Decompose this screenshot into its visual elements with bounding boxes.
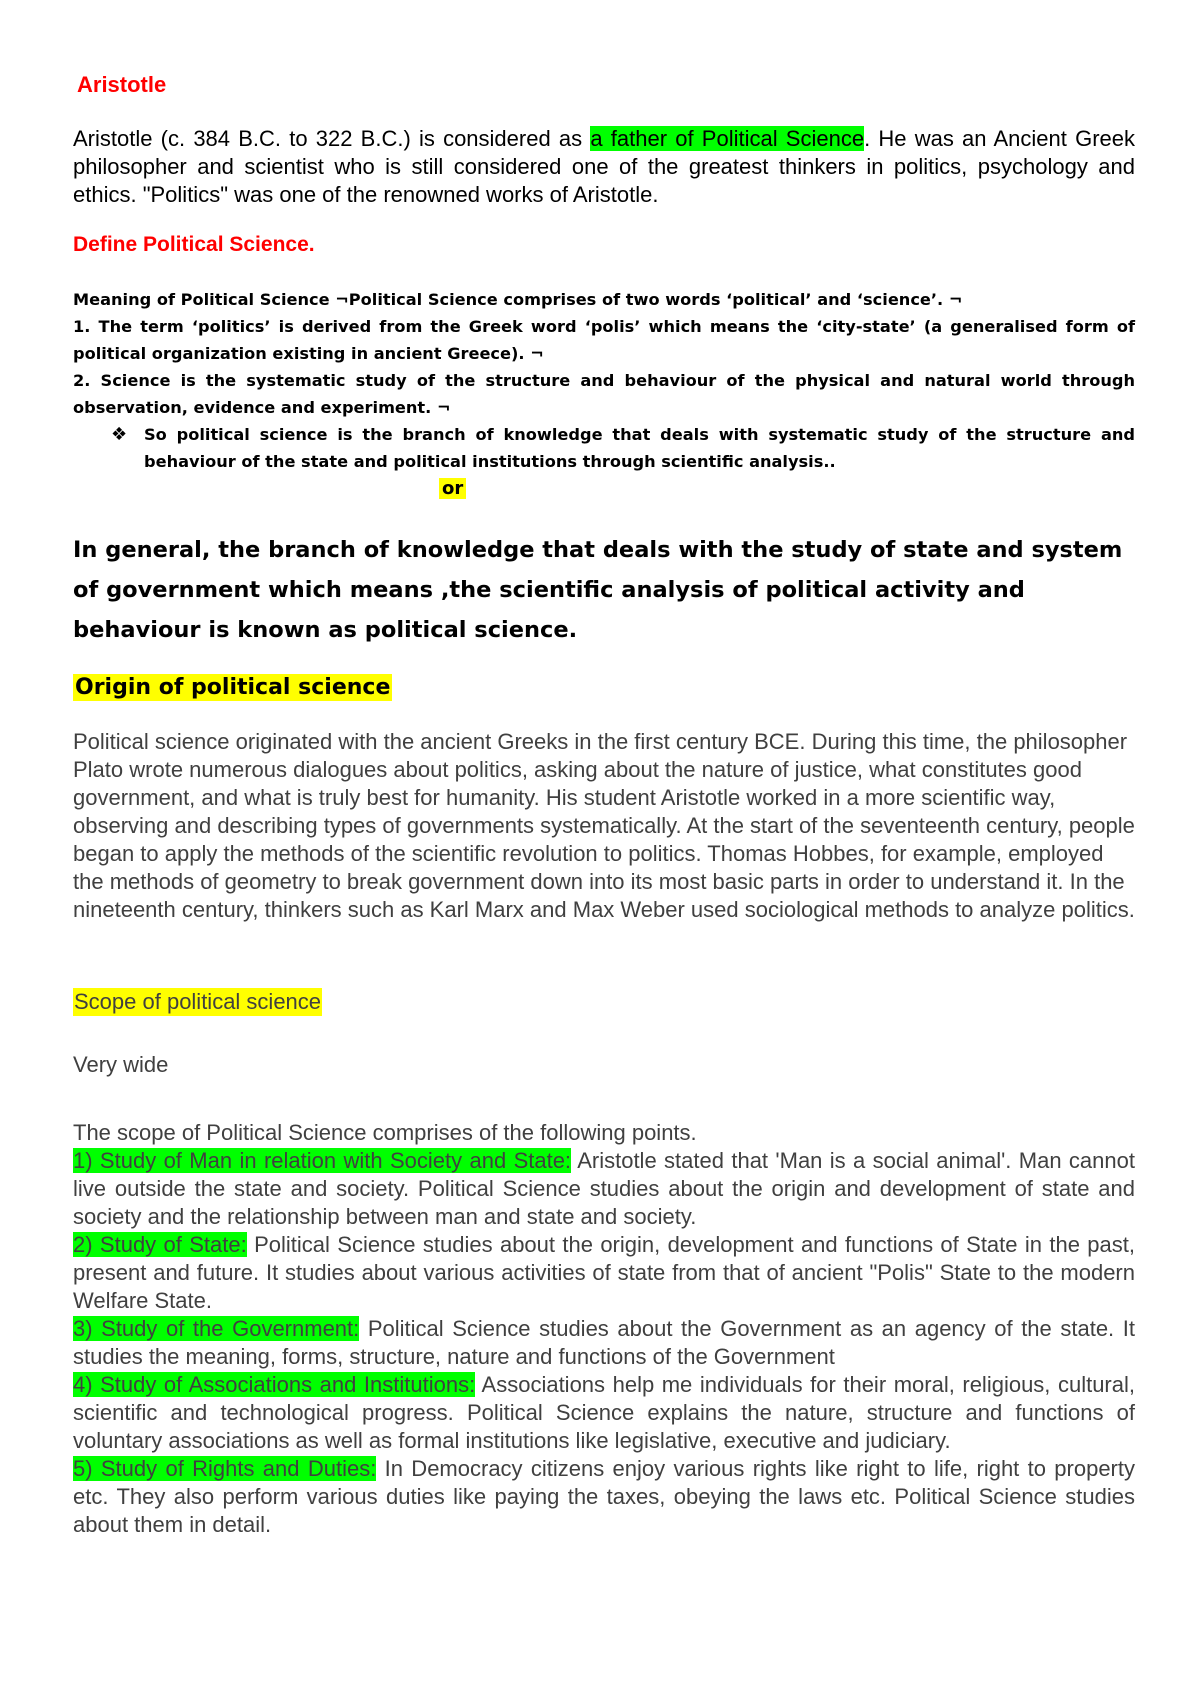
scope-intro: The scope of Political Science comprises of the following points. — [73, 1120, 697, 1145]
meaning-point-2: 2. Science is the systematic study of the structure and behaviour of the physical and natural world through observation, evidence and experiment. ¬ — [73, 371, 1135, 417]
meaning-point-1: 1. The term ‘politics’ is derived from the Greek word ‘polis’ which means the ‘city-state’ (a generalised form of political organization existing in ancient Greece). ¬ — [73, 317, 1135, 363]
intro-highlight: a father of Political Science — [590, 126, 865, 151]
diamond-bullet-icon: ❖ — [111, 424, 128, 445]
scope-item-text: Political Science studies about the Government as an agency of the state. It studies the meaning, forms, structure, nature and functions of the Government — [73, 1316, 1135, 1369]
page-title: Aristotle — [77, 72, 167, 97]
scope-heading: Scope of political science — [74, 989, 322, 1014]
scope-item-text: Political Science studies about the origin, development and functions of State in the past, present and future. It studies about various activities of state from that of ancient "Polis" State to the modern Welfare State. — [73, 1232, 1135, 1313]
scope-item-text: Aristotle stated that 'Man is a social animal'. Man cannot live outside the state and society. Political Science studies about the origin and development of state and society and the relationship between man and state and society. — [73, 1148, 1135, 1229]
origin-paragraph: Political science originated with the ancient Greeks in the first century BCE. During this time, the philosopher Plato wrote numerous dialogues about politics, asking about the nature of justice, what constitutes good government, and what is truly best for humanity. His student Aristotle worked in a more scientific way, observing and describing types of governments systematically. At the start of the seventeenth century, people began to apply the methods of the scientific revolution to politics. Thomas Hobbes, for example, employed the methods of geometry to break government down into its most basic parts in order to understand it. In the nineteenth century, thinkers such as Karl Marx and Max Weber used sociological methods to analyze politics. — [73, 729, 1135, 922]
scope-item-4 — [73, 1371, 1135, 1455]
scope-item-5 — [73, 1455, 1135, 1539]
scope-list — [73, 1147, 1135, 1539]
intro-text-before: Aristotle (c. 384 B.C. to 322 B.C.) is considered as — [73, 126, 591, 151]
general-definition: In general, the branch of knowledge that deals with the study of state and system of government which means ,the scientific analysis of political activity and behaviour is known as political science. — [73, 537, 1123, 643]
document-page — [73, 0, 1135, 1698]
meaning-block — [73, 286, 1135, 421]
define-heading: Define Political Science. — [73, 233, 315, 256]
meaning-line: Meaning of Political Science ¬Political Science comprises of two words ‘political’ and ‘science’. ¬ — [73, 290, 963, 309]
scope-item-2 — [73, 1231, 1135, 1315]
scope-item-label: 1) Study of Man in relation with Society and State: — [73, 1148, 572, 1173]
bullet-item — [111, 421, 1135, 475]
scope-item-1 — [73, 1147, 1135, 1231]
scope-item-text: Associations help me individuals for their moral, religious, cultural, scientific and technological progress. Political Science explains the nature, structure and functions of voluntary associations as well as formal institutions like legislative, executive and judiciary. — [73, 1372, 1135, 1453]
scope-item-text: In Democracy citizens enjoy various rights like right to life, right to property etc. They also perform various duties like paying the taxes, obeying the laws etc. Political Science studies about them in detail. — [73, 1456, 1135, 1537]
or-label: or — [439, 478, 466, 499]
scope-item-3 — [73, 1315, 1135, 1371]
origin-heading: Origin of political science — [75, 675, 391, 700]
bullet-text: So political science is the branch of knowledge that deals with systematic study of the structure and behaviour of the state and political institutions through scientific analysis.. — [144, 425, 1135, 471]
intro-paragraph — [73, 125, 1135, 209]
scope-item-label: 2) Study of State: — [73, 1232, 247, 1257]
intro-text-after: . He was an Ancient Greek philosopher and scientist who is still considered one of the greatest thinkers in politics, psychology and ethics. "Politics" was one of the renowned works of Aristotle. — [73, 126, 1135, 207]
scope-item-label: 4) Study of Associations and Institutions: — [73, 1372, 476, 1397]
scope-summary: Very wide — [73, 1052, 169, 1077]
scope-item-label: 3) Study of the Government: — [73, 1316, 360, 1341]
scope-item-label: 5) Study of Rights and Duties: — [73, 1456, 377, 1481]
